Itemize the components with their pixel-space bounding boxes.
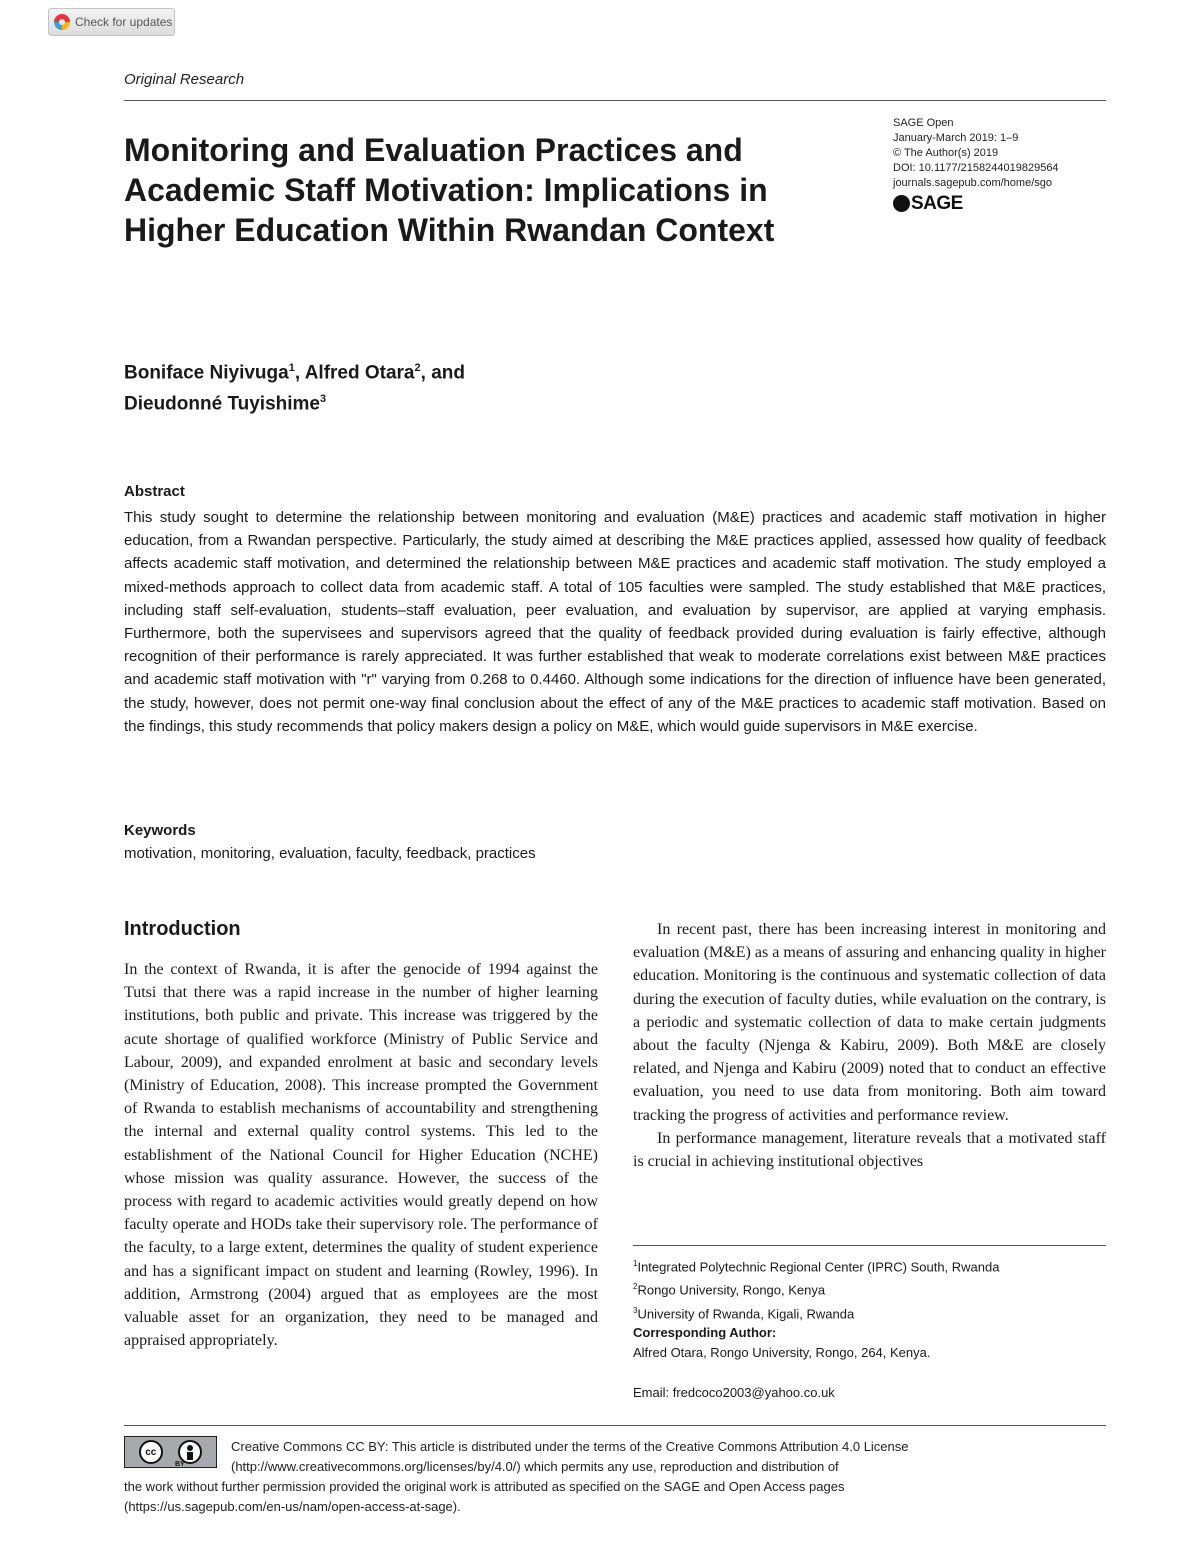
sage-logo-text: SAGE [911, 193, 963, 214]
check-for-updates-button[interactable] [48, 8, 175, 36]
affiliation-list [633, 1254, 999, 1324]
left-column [124, 958, 598, 1352]
body-paragraph: In the context of Rwanda, it is after the genocide of 1994 against the Tutsi that there was a rapid increase in the number of higher learning institutions, both public and private. This increase was triggered by the acute shortage of qualified workforce (Ministry of Public Service and Labour, 2009), and expanded enrolment at basic and secondary levels (Ministry of Education, 2008). This increase prompted the Government of Rwanda to establish mechanisms of accountability and strengthening the internal and external quality control systems. This led to the establishment of the National Council for Higher Education (NCHE) whose mission was quality assurance. However, the success of the process with regard to academic activities would greatly depend on how faculty operate and HODs take their supervisory role. The performance of the faculty, to a large extent, determines the quality of student experience and has a significant impact on student and learning (Rowley, 1996). In addition, Armstrong (2004) argued that as employees are the most valuable asset for an organization, they need to be managed and appraised appropriately. [124, 961, 598, 1350]
license-line: the work without further permission provided the original work is attributed as specified on the SAGE and Open Access pages [124, 1479, 845, 1494]
abstract-text: This study sought to determine the relationship between monitoring and evaluation (M&E) practices and academic staff motivation in higher education, from a Rwandan perspective. Particularly, the study aimed at describing the M&E practices applied, assessed how quality of feedback affects academic staff motivation, and determined the relationship between M&E practices and academic staff motivation. The study employed a mixed-methods approach to collect data from academic staff. A total of 105 faculties were sampled. The study established that M&E practices, including staff self-evaluation, students–staff evaluation, peer evaluation, and evaluation by supervisor, are applied at varying emphasis. Furthermore, both the supervisees and supervisors agreed that the quality of feedback provided during evaluation is fairly effective, although recognition of their performance is rarely appreciated. It was further established that weak to moderate correlations exist between M&E practices and academic staff motivation with "r" varying from 0.268 to 0.4460. Although some indications for the direction of influence have been generated, the study, however, does not permit one-way final conclusion about the effect of any of the M&E practices to academic staff motivation. Based on the findings, this study recommends that policy makers design a policy on M&E, which would guide supervisors in M&E exercise. [124, 509, 1106, 735]
affiliation-mark: 2 [633, 1282, 638, 1292]
journal-info [893, 116, 1059, 212]
affiliation-mark: 1 [633, 1259, 638, 1268]
affiliation-mark: 3 [633, 1305, 638, 1315]
license-line[interactable]: (https://us.sagepub.com/en-us/nam/open-access-at-sage). [124, 1499, 461, 1514]
corresponding-author-text: Alfred Otara, Rongo University, Rongo, 264, Kenya. [633, 1345, 931, 1360]
journal-name: SAGE Open [893, 117, 954, 129]
author-affiliation-mark: 2 [414, 362, 421, 374]
corresponding-email[interactable]: Email: fredcoco2003@yahoo.co.uk [633, 1385, 835, 1400]
author-name: , Alfred Otara [294, 362, 415, 384]
license-text [124, 1437, 1084, 1517]
affiliation-item [633, 1301, 999, 1324]
affiliation-text: Integrated Polytechnic Regional Center (IPRC) South, Rwanda [637, 1259, 1000, 1275]
article-type: Original Research [124, 71, 245, 88]
author-name: Boniface Niyivuga [124, 362, 289, 384]
body-paragraph: In performance management, literature reveals that a motivated staff is crucial in achieving institutional objectives [633, 1129, 1106, 1171]
affiliation-text: Rongo University, Rongo, Kenya [637, 1282, 826, 1298]
journal-doi[interactable]: DOI: 10.1177/2158244019829564 [893, 162, 1059, 174]
sage-logo-icon [893, 195, 910, 212]
affiliation-text: University of Rwanda, Kigali, Rwanda [637, 1305, 855, 1321]
journal-issue: January-March 2019: 1–9 [893, 132, 1019, 144]
cc-icon: cc [139, 1440, 163, 1464]
affiliation-item [633, 1277, 999, 1300]
license-divider [124, 1425, 1106, 1426]
affiliation-item [633, 1254, 999, 1277]
author-conjunction: , and [420, 362, 465, 384]
keywords-text: motivation, monitoring, evaluation, faculty, feedback, practices [124, 845, 536, 862]
sage-logo [893, 195, 1059, 212]
author-affiliation-mark: 3 [320, 393, 327, 406]
author-list [124, 355, 465, 418]
header-divider [124, 100, 1106, 101]
journal-url[interactable]: journals.sagepub.com/home/sgo [893, 177, 1052, 189]
right-column [633, 918, 1106, 1173]
crossmark-icon [54, 14, 70, 30]
article-title: Monitoring and Evaluation Practices and Academic Staff Motivation: Implications in Higher Education Within Rwandan Context [124, 132, 775, 248]
footnote-divider [633, 1245, 1106, 1246]
corresponding-author-heading: Corresponding Author: [633, 1325, 777, 1340]
introduction-heading: Introduction [124, 918, 241, 940]
license-line: Creative Commons CC BY: This article is distributed under the terms of the Creative Commons Attribution 4.0 License [231, 1439, 909, 1454]
author-affiliation-mark: 1 [288, 362, 295, 374]
check-for-updates-label: Check for updates [75, 15, 173, 29]
abstract-heading: Abstract [124, 483, 185, 500]
keywords-heading: Keywords [124, 822, 196, 839]
author-name: Dieudonné Tuyishime [124, 393, 321, 415]
by-label: BY [175, 1461, 185, 1468]
journal-copyright: © The Author(s) 2019 [893, 147, 999, 159]
body-paragraph: In recent past, there has been increasing interest in monitoring and evaluation (M&E) as a means of assuring and enhancing quality in higher education. Monitoring is the continuous and systematic collection of data during the execution of faculty duties, while evaluation on the contrary, is a periodic and systematic collection of data to make certain judgments about the faculty (Njenga & Kabiru, 2009). Both M&E are closely related, and Njenga and Kabiru (2009) noted that to conduct an effective evaluation, you need to use data from monitoring. Both aim toward tracking the progress of activities and performance review. [633, 921, 1106, 1124]
license-line[interactable]: (http://www.creativecommons.org/licenses/by/4.0/) which permits any use, reproduction and distribution of [231, 1459, 839, 1474]
